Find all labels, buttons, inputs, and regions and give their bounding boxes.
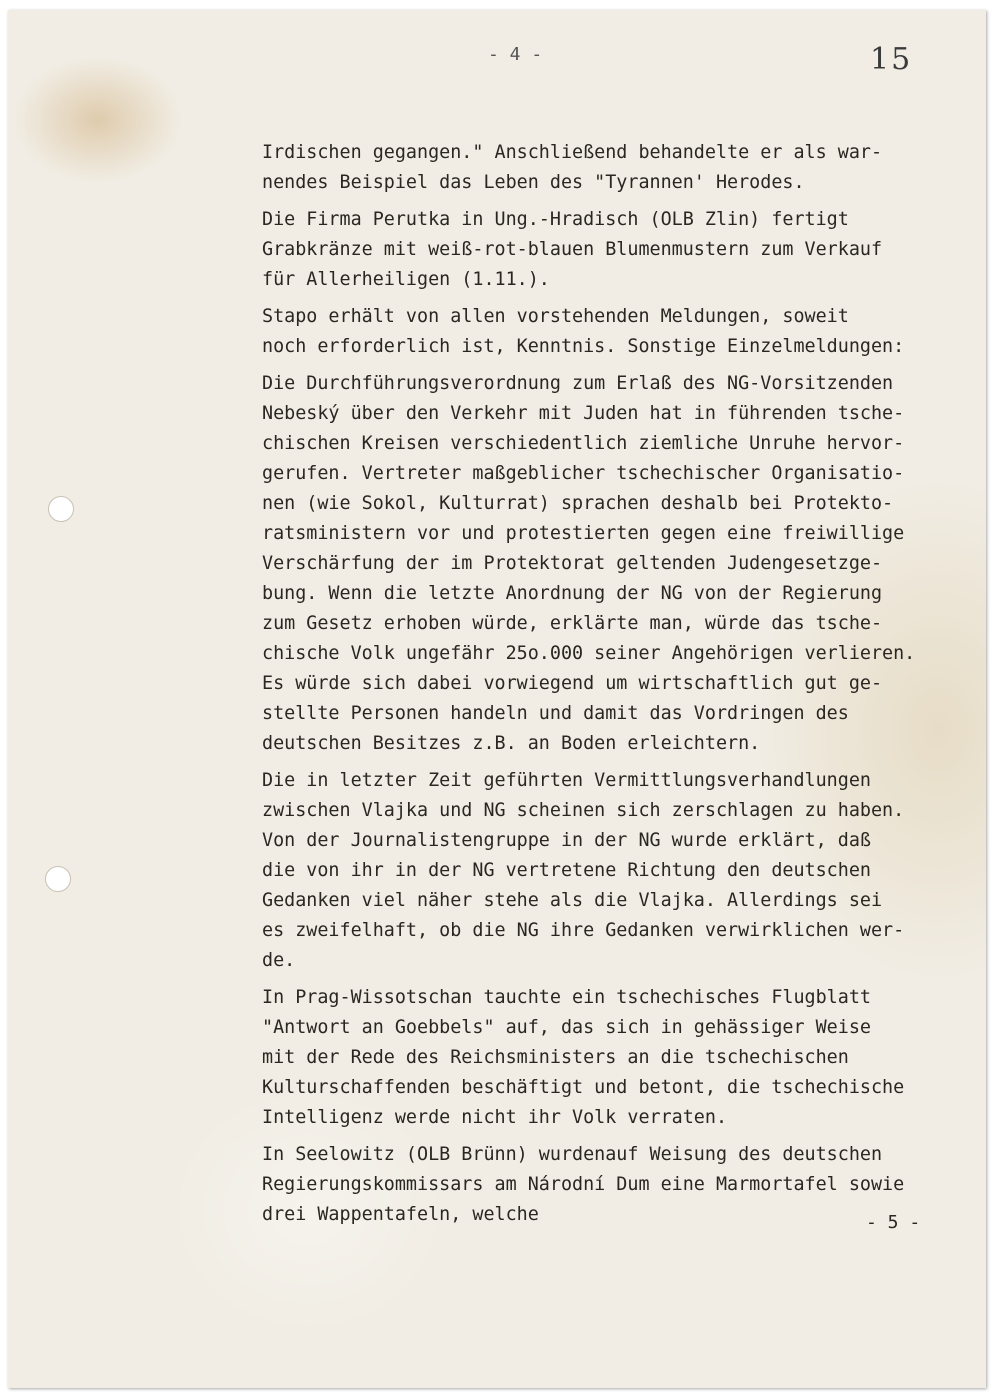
- text-line: Irdischen gegangen." Anschließend behandelte er als war-: [262, 142, 883, 163]
- text-line: de.: [262, 950, 296, 971]
- text-line: die von ihr in der NG vertretene Richtung den deutschen: [262, 860, 871, 881]
- paragraph: [262, 205, 962, 295]
- text-line: deutschen Besitzes z.B. an Boden erleichtern.: [262, 733, 761, 754]
- punch-hole-top: [48, 496, 74, 522]
- text-line: chischen Kreisen verschiedentlich ziemliche Unruhe hervor-: [262, 433, 905, 454]
- text-line: In Seelowitz (OLB Brünn) wurdenauf Weisung des deutschen: [262, 1144, 883, 1165]
- paragraph: [262, 983, 962, 1133]
- text-line: Gedanken viel näher stehe als die Vlajka. Allerdings sei: [262, 890, 883, 911]
- text-line: drei Wappentafeln, welche: [262, 1204, 539, 1225]
- text-line: zum Gesetz erhoben würde, erklärte man, würde das tsche-: [262, 613, 883, 634]
- text-line: Intelligenz werde nicht ihr Volk verraten.: [262, 1107, 728, 1128]
- text-line: Die Durchführungsverordnung zum Erlaß des NG-Vorsitzenden: [262, 373, 894, 394]
- paragraph: [262, 138, 962, 198]
- paragraph: [262, 369, 962, 759]
- text-line: nendes Beispiel das Leben des "Tyrannen' Herodes.: [262, 172, 805, 193]
- paragraph: [262, 302, 962, 362]
- document-body: [262, 138, 962, 1237]
- text-line: mit der Rede des Reichsministers an die tschechischen: [262, 1047, 849, 1068]
- text-line: "Antwort an Goebbels" auf, das sich in gehässiger Weise: [262, 1017, 871, 1038]
- text-line: Die Firma Perutka in Ung.-Hradisch (OLB Zlin) fertigt: [262, 209, 849, 230]
- text-line: stellte Personen handeln und damit das Vordringen des: [262, 703, 849, 724]
- text-line: es zweifelhaft, ob die NG ihre Gedanken verwirklichen wer-: [262, 920, 905, 941]
- text-line: Grabkränze mit weiß-rot-blauen Blumenmustern zum Verkauf: [262, 239, 883, 260]
- text-line: Es würde sich dabei vorwiegend um wirtschaftlich gut ge-: [262, 673, 883, 694]
- text-line: Nebeský über den Verkehr mit Juden hat in führenden tsche-: [262, 403, 905, 424]
- text-line: bung. Wenn die letzte Anordnung der NG von der Regierung: [262, 583, 883, 604]
- text-line: Regierungskommissars am Národní Dum eine Marmortafel sowie: [262, 1174, 905, 1195]
- text-line: ratsministern vor und protestierten gegen eine freiwillige: [262, 523, 905, 544]
- text-line: nen (wie Sokol, Kulturrat) sprachen deshalb bei Protekto-: [262, 493, 894, 514]
- punch-hole-bottom: [45, 866, 71, 892]
- text-line: Die in letzter Zeit geführten Vermittlungsverhandlungen: [262, 770, 871, 791]
- text-line: Von der Journalistengruppe in der NG wurde erklärt, daß: [262, 830, 871, 851]
- next-page-marker: - 5 -: [866, 1212, 921, 1233]
- text-line: Kulturschaffenden beschäftigt und betont, die tschechische: [262, 1077, 905, 1098]
- text-line: Verschärfung der im Protektorat geltenden Judengesetzge-: [262, 553, 883, 574]
- text-line: In Prag-Wissotschan tauchte ein tschechisches Flugblatt: [262, 987, 871, 1008]
- page-number-marker: - 4 -: [488, 44, 543, 65]
- paragraph: [262, 1140, 962, 1230]
- folio-number: 15: [870, 42, 913, 77]
- text-line: für Allerheiligen (1.11.).: [262, 269, 550, 290]
- text-line: Stapo erhält von allen vorstehenden Meldungen, soweit: [262, 306, 849, 327]
- text-line: chische Volk ungefähr 25o.000 seiner Angehörigen verlieren.: [262, 643, 916, 664]
- paragraph: [262, 766, 962, 976]
- text-line: gerufen. Vertreter maßgeblicher tschechischer Organisatio-: [262, 463, 905, 484]
- text-line: zwischen Vlajka und NG scheinen sich zerschlagen zu haben.: [262, 800, 905, 821]
- text-line: noch erforderlich ist, Kenntnis. Sonstige Einzelmeldungen:: [262, 336, 905, 357]
